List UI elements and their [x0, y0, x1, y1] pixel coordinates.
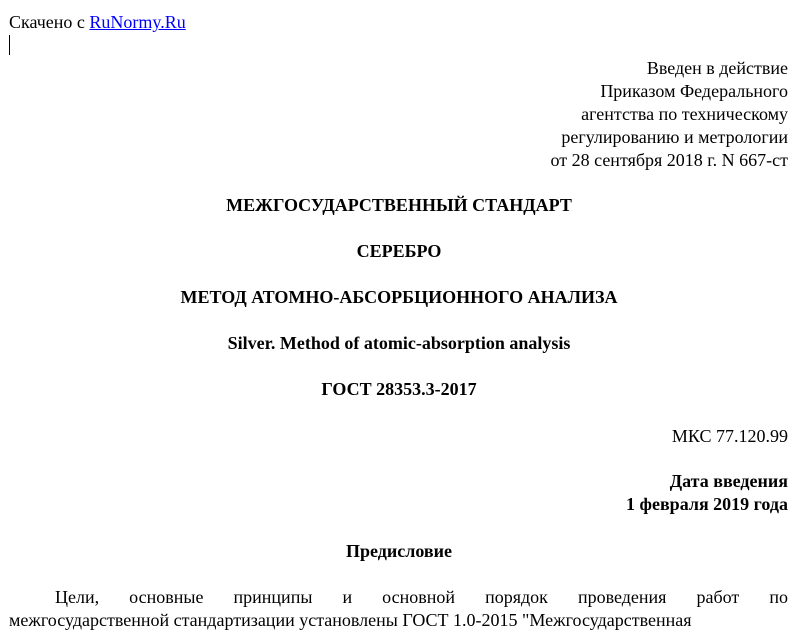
source-link[interactable]: RuNormy.Ru: [89, 12, 186, 32]
method-heading: МЕТОД АТОМНО-АБСОРБЦИОННОГО АНАЛИЗА: [180, 287, 618, 307]
introduction-date-block: [626, 470, 788, 516]
text-cursor: [9, 35, 10, 55]
enactment-line: от 28 сентября 2018 г. N 667-ст: [550, 150, 788, 170]
introduction-date-label: Дата введения: [669, 471, 788, 491]
introduction-date-value: 1 февраля 2019 года: [626, 494, 788, 514]
standard-type-heading: МЕЖГОСУДАРСТВЕННЫЙ СТАНДАРТ: [226, 195, 572, 215]
english-title: Silver. Method of atomic-absorption analysis: [227, 333, 571, 353]
source-line: [9, 9, 186, 35]
mks-code: МКС 77.120.99: [671, 426, 788, 446]
preface-paragraph-line: межгосударственной стандартизации установлены ГОСТ 1.0-2015 "Межгосударственная: [9, 610, 692, 630]
preface-paragraph-line: Цели, основные принципы и основной порядок проведения работ по: [55, 587, 788, 607]
standard-code: ГОСТ 28353.3-2017: [321, 379, 477, 399]
enactment-block: [550, 57, 788, 172]
subject-heading: СЕРЕБРО: [356, 241, 442, 261]
enactment-line: агентства по техническому: [581, 104, 788, 124]
source-prefix: Скачено с: [9, 12, 90, 32]
enactment-line: регулированию и метрологии: [561, 127, 788, 147]
enactment-line: Приказом Федерального: [600, 81, 788, 101]
preface-title: Предисловие: [346, 541, 452, 561]
enactment-line: Введен в действие: [646, 58, 788, 78]
